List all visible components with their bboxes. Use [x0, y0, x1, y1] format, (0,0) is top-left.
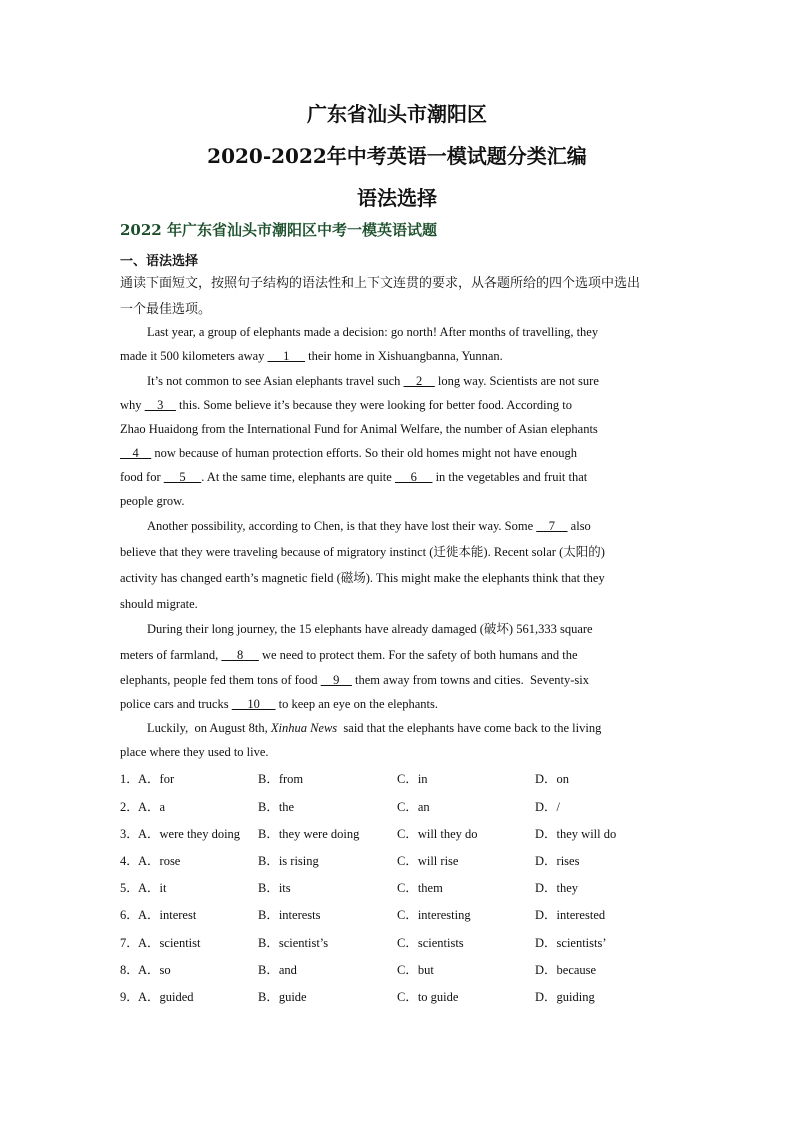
option-d: D．they will do — [535, 827, 617, 841]
question-number: 5． — [120, 881, 139, 895]
question-number: 4． — [120, 854, 139, 868]
passage-line: activity has changed earth’s magnetic field (磁场). This might make the elephants think that they — [120, 571, 605, 585]
option-d: D．interested — [535, 908, 606, 922]
passage-text: meters of farmland, — [120, 648, 222, 662]
option-d: D．because — [535, 963, 597, 977]
option-b: B．guide — [258, 990, 307, 1004]
option-c: C．in — [397, 772, 428, 786]
passage-text: this. Some believe it’s because they were looking for better food. According to — [175, 398, 572, 412]
passage-line: place where they used to live. — [120, 745, 269, 759]
option-b: B．scientist’s — [258, 936, 329, 950]
option-d: D．on — [535, 772, 570, 786]
option-b: B．from — [258, 772, 304, 786]
passage-line — [120, 445, 577, 461]
blank-10: 10 — [231, 697, 276, 711]
blank-6: 6 — [394, 470, 433, 484]
option-d: D．/ — [535, 800, 561, 814]
blank-3: 3 — [144, 398, 176, 412]
option-a: A．so — [138, 963, 171, 977]
passage-line — [147, 720, 601, 736]
option-a: A．rose — [138, 854, 181, 868]
option-b: B．is rising — [258, 854, 319, 868]
option-d: D．guiding — [535, 990, 595, 1004]
option-b: B．its — [258, 881, 291, 895]
question-number: 7． — [120, 936, 139, 950]
passage-line: Zhao Huaidong from the International Fund for Animal Welfare, the number of Asian elephants — [120, 422, 598, 436]
option-c: C．will rise — [397, 854, 459, 868]
passage-text: . At the same time, elephants are quite — [201, 470, 395, 484]
passage-text: elephants, people fed them tons of food — [120, 673, 321, 687]
passage-text: we need to protect them. For the safety of both humans and the — [258, 648, 578, 662]
blank-5: 5 — [163, 470, 202, 484]
passage-text: It’s not common to see Asian elephants travel such — [147, 374, 404, 388]
blank-4: 4 — [120, 446, 152, 460]
question-number: 8． — [120, 963, 139, 977]
passage-line — [120, 647, 578, 663]
passage-text: police cars and trucks — [120, 697, 232, 711]
option-a: A．a — [138, 800, 166, 814]
passage-line — [147, 373, 599, 389]
option-c: C．an — [397, 800, 430, 814]
passage-line — [120, 348, 503, 364]
passage-text: also — [567, 519, 591, 533]
doc-title-main: 2020-2022年中考英语一模试题分类汇编 — [207, 144, 587, 168]
passage-text: long way. Scientists are not sure — [434, 374, 599, 388]
passage-line — [120, 469, 587, 485]
passage-line — [147, 518, 591, 534]
passage-line: During their long journey, the 15 elephants have already damaged (破坏) 561,333 square — [147, 622, 593, 636]
blank-2: 2 — [403, 374, 435, 388]
part-heading: 一、语法选择 — [120, 254, 199, 269]
instruction-line: 通读下面短文，按照句子结构的语法性和上下文连贯的要求，从各题所给的四个选项中选出 — [120, 276, 641, 291]
blank-1: 1 — [267, 349, 306, 363]
newspaper-name: Xinhua News — [270, 721, 338, 735]
option-c: C．to guide — [397, 990, 459, 1004]
passage-text: Luckily, on August 8th, — [147, 721, 271, 735]
question-number: 1． — [120, 772, 139, 786]
section-heading: 2022 年广东省汕头市潮阳区中考一模英语试题 — [120, 221, 437, 239]
passage-text: them away from towns and cities. Seventy-six — [351, 673, 590, 687]
option-c: C．them — [397, 881, 443, 895]
option-c: C．interesting — [397, 908, 471, 922]
instruction-line: 一个最佳选项。 — [120, 302, 212, 317]
blank-7: 7 — [536, 519, 568, 533]
passage-line — [120, 672, 589, 688]
passage-line — [120, 696, 438, 712]
passage-text: food for — [120, 470, 164, 484]
option-c: C．scientists — [397, 936, 464, 950]
option-b: B．the — [258, 800, 295, 814]
question-number: 9． — [120, 990, 139, 1004]
passage-text: to keep an eye on the elephants. — [275, 697, 438, 711]
option-d: D．scientists’ — [535, 936, 607, 950]
option-a: A．interest — [138, 908, 197, 922]
passage-line: Last year, a group of elephants made a decision: go north! After months of travelling, they — [147, 325, 599, 339]
question-number: 3． — [120, 827, 139, 841]
option-a: A．it — [138, 881, 167, 895]
option-d: D．rises — [535, 854, 580, 868]
passage-text: Another possibility, according to Chen, is that they have lost their way. Some — [147, 519, 537, 533]
option-c: C．but — [397, 963, 434, 977]
passage-text: made it 500 kilometers away — [120, 349, 268, 363]
option-a: A．scientist — [138, 936, 201, 950]
passage-line — [120, 397, 572, 413]
option-b: B．and — [258, 963, 297, 977]
passage-text: their home in Xishuangbanna, Yunnan. — [305, 349, 503, 363]
option-c: C．will they do — [397, 827, 478, 841]
passage-line: people grow. — [120, 494, 185, 508]
passage-text: said that the elephants have come back to the living — [337, 721, 602, 735]
doc-title-region: 广东省汕头市潮阳区 — [307, 102, 487, 126]
passage-line: believe that they were traveling because of migratory instinct (迁徙本能). Recent solar (太阳的) — [120, 545, 605, 559]
question-number: 6． — [120, 908, 139, 922]
passage-line: should migrate. — [120, 597, 198, 611]
option-b: B．they were doing — [258, 827, 360, 841]
passage-text: why — [120, 398, 145, 412]
passage-text: in the vegetables and fruit that — [432, 470, 588, 484]
option-a: A．for — [138, 772, 175, 786]
doc-title-topic: 语法选择 — [357, 186, 437, 210]
passage-text: now because of human protection efforts. So their old homes might not have enough — [151, 446, 577, 460]
option-d: D．they — [535, 881, 579, 895]
option-a: A．were they doing — [138, 827, 241, 841]
blank-8: 8 — [221, 648, 259, 662]
blank-9: 9 — [320, 673, 352, 687]
question-number: 2． — [120, 800, 139, 814]
option-a: A．guided — [138, 990, 194, 1004]
option-b: B．interests — [258, 908, 321, 922]
